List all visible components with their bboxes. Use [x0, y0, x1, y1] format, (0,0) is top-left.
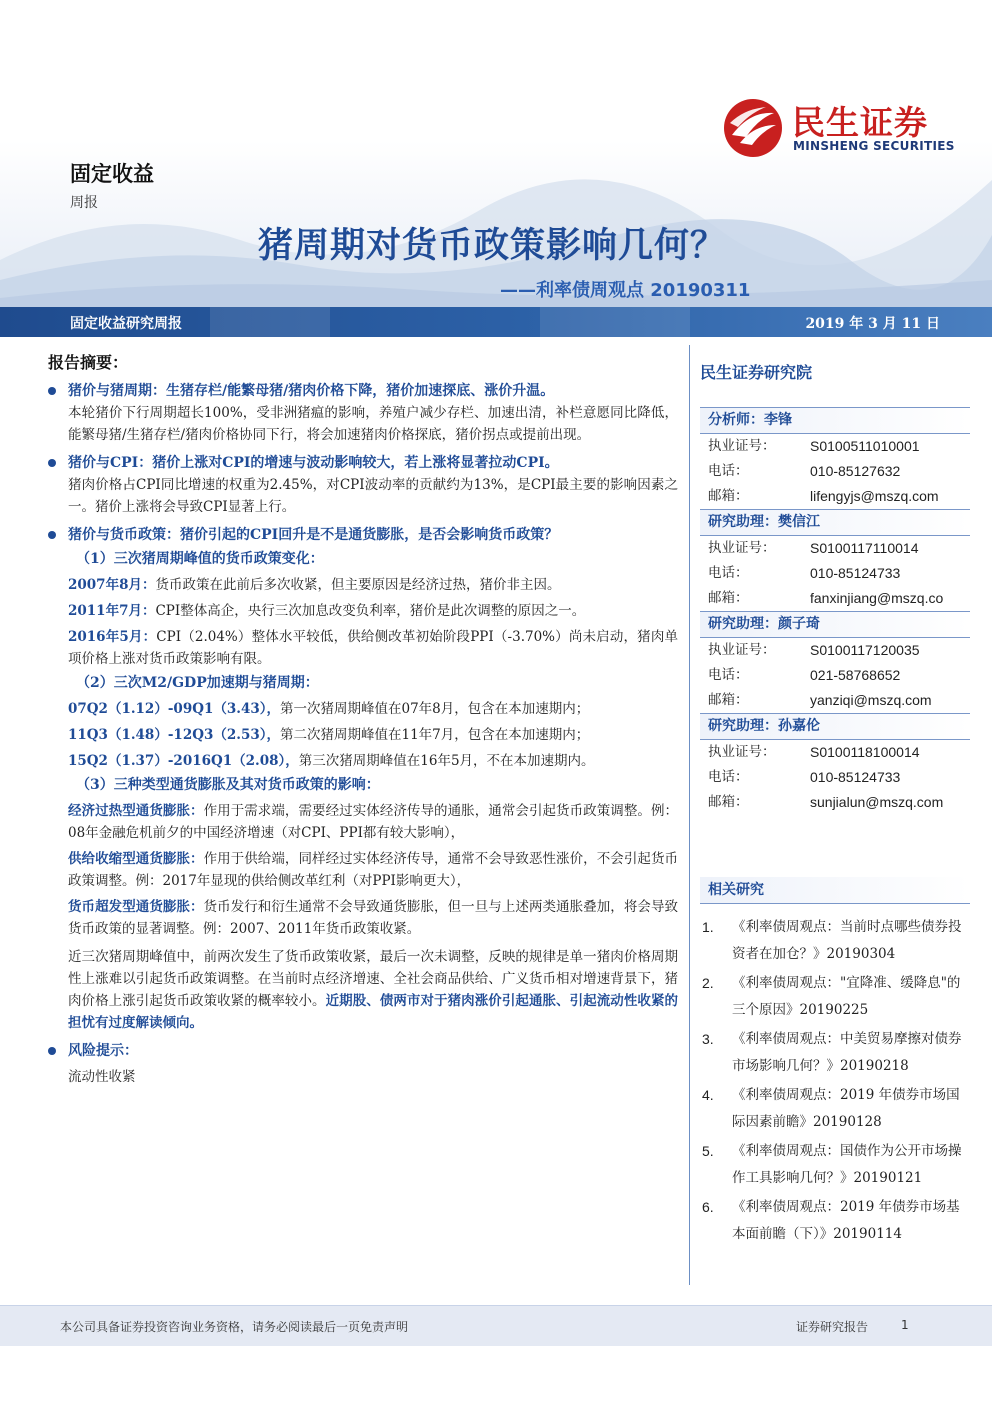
- cert-number: S0100117120035: [810, 642, 920, 658]
- analyst-role: 研究助理：: [708, 718, 778, 734]
- item-title: 《利率债周观点：2019 年债券市场基本面前瞻（下）》20190114: [732, 1199, 960, 1242]
- phone-number: 021-58768652: [810, 667, 901, 683]
- field-label: 邮箱：: [708, 692, 749, 708]
- list-item: [48, 600, 678, 622]
- item-number: 2.: [702, 975, 714, 991]
- related-item[interactable]: [700, 1026, 970, 1080]
- item-key: 货币超发型通货膨胀：: [68, 899, 204, 915]
- item-value: 第三次猪周期峰值在16年5月，不在本加速期内。: [298, 753, 595, 769]
- field-label: 电话：: [708, 769, 749, 785]
- item-key: 经济过热型通货膨胀：: [68, 803, 204, 819]
- page-footer: [0, 1305, 992, 1346]
- list-item: [48, 750, 678, 772]
- page-number: 1: [901, 1318, 909, 1332]
- column-divider: [689, 345, 690, 1285]
- item-key: 供给收缩型通货膨胀：: [68, 851, 204, 867]
- analyst-tel-row: [700, 765, 970, 790]
- item-key: 2007年8月：: [68, 577, 156, 593]
- title-banner: [0, 307, 992, 337]
- field-label: 邮箱：: [708, 488, 749, 504]
- field-label: 执业证号：: [708, 438, 776, 454]
- list-item: [48, 724, 678, 746]
- field-label: 执业证号：: [708, 744, 776, 760]
- item-value: 第二次猪周期峰值在11年7月，包含在本加速期内；: [280, 727, 590, 743]
- paragraph-cpi: 猪肉价格占CPI同比增速的权重为2.45%，对CPI波动率的贡献约为13%，是CPI最主要的影响因素之一。猪价上涨将会导致CPI显著上行。: [68, 477, 678, 515]
- analyst-cert-row: [700, 740, 970, 765]
- subsection-heading-2: （2）三次M2/GDP加速期与猪周期：: [76, 675, 319, 691]
- analyst-heading: [700, 407, 970, 434]
- banner-date: 2019 年 3 月 11 日: [805, 316, 940, 332]
- item-number: 3.: [702, 1031, 714, 1047]
- item-value: CPI（2.04%）整体水平较低，供给侧改革初始阶段PPI（-3.70%）尚未启动，猪肉单项价格上涨对货币政策影响有限。: [68, 629, 678, 667]
- item-key: 2016年5月：: [68, 629, 157, 645]
- analyst-name: 樊信江: [778, 514, 820, 530]
- item-value: CPI整体高企，央行三次加息改变负利率，猪价是此次调整的原因之一。: [155, 603, 586, 619]
- item-key: 07Q2（1.12）-09Q1（3.43），: [68, 701, 280, 717]
- list-item: [48, 800, 678, 844]
- related-item[interactable]: [700, 970, 970, 1024]
- item-title: 《利率债周观点：当前时点哪些债券投资者在加仓？》20190304: [732, 919, 962, 962]
- item-value: 作用于供给端，同样经过实体经济传导，通常不会导致恶性涨价，不会引起货币政策调整。例：2017年显现的供给侧改革红利（对PPI影响更大），: [68, 851, 679, 889]
- report-category: 固定收益: [70, 161, 154, 186]
- report-title: 猪周期对货币政策影响几何？: [258, 225, 727, 266]
- field-label: 邮箱：: [708, 590, 749, 606]
- analyst-role: 分析师：: [708, 412, 764, 428]
- list-item: [48, 896, 678, 940]
- field-label: 电话：: [708, 565, 749, 581]
- list-item: [48, 698, 678, 720]
- item-title: 《利率债周观点："宜降准、缓降息"的三个原因》20190225: [732, 975, 961, 1018]
- field-label: 执业证号：: [708, 540, 776, 556]
- company-logo: [722, 97, 972, 157]
- minsheng-logo-icon: [722, 97, 784, 159]
- analyst-mail-row: [700, 586, 970, 611]
- analyst-role: 研究助理：: [708, 514, 778, 530]
- item-key: 11Q3（1.48）-12Q3（2.53），: [68, 727, 280, 743]
- disclaimer-text: 本公司具备证券投资咨询业务资格，请务必阅读最后一页免责声明: [60, 1320, 409, 1334]
- risk-text: 流动性收紧: [68, 1069, 136, 1085]
- analyst-cert-row: [700, 434, 970, 459]
- email-link[interactable]: yanziqi@mszq.com: [810, 692, 932, 708]
- field-label: 邮箱：: [708, 794, 749, 810]
- footer-label: 证券研究报告: [796, 1320, 869, 1334]
- logo-text-cn: 民生证券: [792, 103, 928, 142]
- item-title: 《利率债周观点：国债作为公开市场操作工具影响几何？》20190121: [732, 1143, 962, 1186]
- banner-segment: [210, 307, 330, 337]
- field-label: 电话：: [708, 463, 749, 479]
- item-title: 《利率债周观点：2019 年债券市场国际因素前瞻》20190128: [732, 1087, 960, 1130]
- phone-number: 010-85127632: [810, 463, 901, 479]
- banner-left-label: 固定收益研究周报: [70, 316, 182, 332]
- analyst-name: 颜子琦: [778, 616, 820, 632]
- item-number: 1.: [702, 919, 714, 935]
- banner-segment: [540, 307, 690, 337]
- related-item[interactable]: [700, 914, 970, 968]
- analyst-role: 研究助理：: [708, 616, 778, 632]
- item-number: 5.: [702, 1143, 714, 1159]
- analyst-tel-row: [700, 663, 970, 688]
- bullet-heading-pig-cycle: 猪价与猪周期：生猪存栏/能繁母猪/猪肉价格下降，猪价加速探底、涨价升温。: [48, 380, 678, 402]
- summary-section: [48, 352, 678, 1088]
- conclusion-emphasis: 近期股、债两市对于猪肉涨价引起通胀、引起流动性收紧的担忧有过度解读倾向。: [68, 993, 679, 1031]
- email-link[interactable]: fanxinjiang@mszq.co: [810, 590, 944, 606]
- analyst-heading: [700, 713, 970, 740]
- analyst-cert-row: [700, 536, 970, 561]
- analyst-heading: [700, 611, 970, 638]
- related-item[interactable]: [700, 1138, 970, 1192]
- item-title: 《利率债周观点：中美贸易摩擦对债券市场影响几何？》20190218: [732, 1031, 962, 1074]
- institute-name: 民生证券研究院: [700, 363, 813, 382]
- logo-text-en: MINSHENG SECURITIES: [793, 139, 955, 153]
- paragraph-pig-cycle: 本轮猪价下行周期超长100%，受非洲猪瘟的影响，养殖户减少存栏、加速出清，补栏意愿同比降低，能繁母猪/生猪存栏/猪肉价格协同下行，将会加速猪肉价格探底，猪价拐点或提前出现。: [68, 405, 678, 443]
- list-item: [48, 848, 678, 892]
- related-item[interactable]: [700, 1194, 970, 1248]
- bullet-heading-monetary: 猪价与货币政策：猪价引起的CPI回升是不是通货膨胀，是否会影响货币政策？: [48, 524, 678, 546]
- related-research-heading: 相关研究: [700, 877, 970, 904]
- summary-heading: 报告摘要：: [48, 353, 129, 372]
- analyst-name: 孙嘉伦: [778, 718, 820, 734]
- cert-number: S0100118100014: [810, 744, 920, 760]
- item-value: 第一次猪周期峰值在07年8月，包含在本加速期内；: [280, 701, 590, 717]
- list-item: [48, 626, 678, 670]
- subsection-heading-3: （3）三种类型通货膨胀及其对货币政策的影响：: [76, 777, 380, 793]
- bullet-heading-cpi: 猪价与CPI：猪价上涨对CPI的增速与波动影响较大，若上涨将显著拉动CPI。: [48, 452, 678, 474]
- analyst-heading: [700, 509, 970, 536]
- related-item[interactable]: [700, 1082, 970, 1136]
- conclusion-text: 近三次猪周期峰值中，前两次发生了货币政策收紧，最后一次未调整，反映的规律是单一猪肉价格周期性上涨难以引起货币政策调整。在当前时点经济增速、全社会商品供给、广义货币相对增速背景下，猪肉价格上涨引起货币政策收紧的概率较小。: [68, 949, 678, 1009]
- email-link[interactable]: lifengyjs@mszq.com: [810, 488, 939, 504]
- analyst-mail-row: [700, 688, 970, 713]
- analyst-tel-row: [700, 561, 970, 586]
- item-value: 货币发行和衍生通常不会导致通货膨胀，但一旦与上述两类通胀叠加，将会导致货币政策的显著调整。例：2007、2011年货币政策收紧。: [68, 899, 679, 937]
- phone-number: 010-85124733: [810, 769, 901, 785]
- item-number: 6.: [702, 1199, 714, 1215]
- item-value: 货币政策在此前后多次收紧，但主要原因是经济过热，猪价非主因。: [155, 577, 561, 593]
- bullet-heading-risk: 风险提示：: [48, 1040, 678, 1062]
- analyst-name: 李锋: [764, 412, 792, 428]
- report-type: 周报: [70, 195, 98, 211]
- analyst-mail-row: [700, 790, 970, 815]
- analyst-mail-row: [700, 484, 970, 509]
- cert-number: S0100511010001: [810, 438, 920, 454]
- cert-number: S0100117110014: [810, 540, 919, 556]
- item-key: 15Q2（1.37）-2016Q1（2.08），: [68, 753, 299, 769]
- list-item: [48, 574, 678, 596]
- analyst-tel-row: [700, 459, 970, 484]
- field-label: 电话：: [708, 667, 749, 683]
- item-key: 2011年7月：: [68, 603, 156, 619]
- phone-number: 010-85124733: [810, 565, 901, 581]
- item-number: 4.: [702, 1087, 714, 1103]
- report-subtitle: ——利率债周观点 20190311: [500, 280, 751, 301]
- sidebar: [700, 360, 970, 1248]
- conclusion-paragraph: [48, 946, 678, 1034]
- subsection-heading-1: （1）三次猪周期峰值的货币政策变化：: [76, 551, 324, 567]
- analyst-cert-row: [700, 638, 970, 663]
- field-label: 执业证号：: [708, 642, 776, 658]
- item-value: 作用于需求端，需要经过实体经济传导的通胀，通常会引起货币政策调整。例：08年金融危机前夕的中国经济增速（对CPI、PPI都有较大影响），: [68, 803, 679, 841]
- email-link[interactable]: sunjialun@mszq.com: [810, 794, 944, 810]
